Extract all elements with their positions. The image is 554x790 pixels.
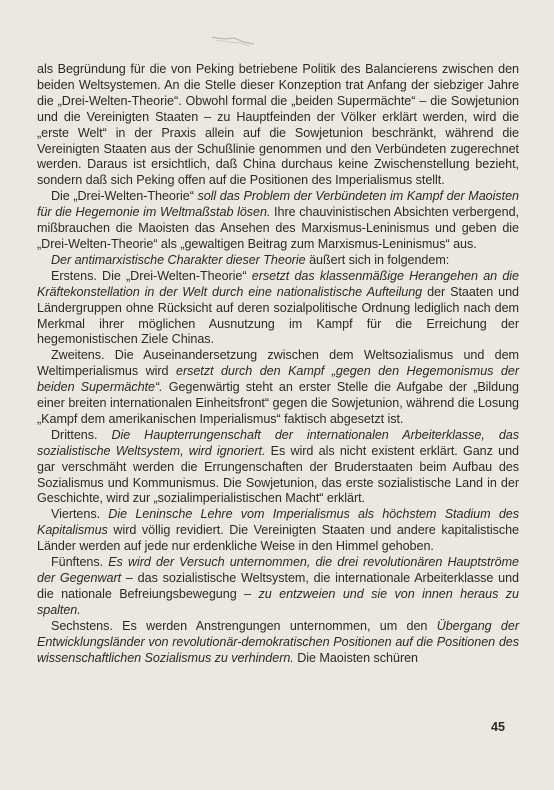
text-segment: Fünftens. (51, 555, 109, 570)
paragraph-p1 (37, 62, 519, 189)
text-segment: Ihre chauvinistischen Absichten verbergend, mißbrauchen die Maoisten das Ansehen des Marxismus-Leninismus und geben die „Drei-Welten-Theorie“ als „gewaltigen Beitrag zum Marxismus-Leninismus“ aus. (37, 205, 519, 251)
body-text (37, 62, 519, 666)
text-segment: äußert sich in folgendem: (305, 252, 450, 267)
text-segment: Zweitens. Die Auseinandersetzung zwischen dem Weltsozialismus und dem Weltimperialismus wird (37, 348, 519, 379)
italic-text-segment: Die Leninsche Lehre vom Imperialismus als höchstem Stadium des Kapitalismus (37, 507, 519, 538)
text-segment: Gegenwärtig steht an erster Stelle die Aufgabe der „Bildung einer breiten internationalen Einheitsfront“ gegen die Sowjetunion, während die Losung „Kampf dem amerikanischen Imperialismus“ faktisch abgesetzt ist. (37, 380, 519, 426)
text-segment: Es wird als nicht existent erklärt. Ganz und gar verschmäht werden die Errungenschaften der Bruderstaaten beim Aufbau des Sozialismus und Kommunismus. Die Sowjetunion, das erste sozialistische Land in der Geschichte, wird zur „sozialimperialistischen Macht“ erklärt. (37, 443, 519, 506)
paragraph-p5 (37, 348, 519, 428)
italic-text-segment: Es wird der Versuch unternommen, die drei revolutionären Hauptströme der Gegenwart (37, 555, 519, 585)
paragraph-p2 (37, 189, 519, 253)
italic-text-segment: ersetzt durch den Kampf „gegen den Hegemonismus der beiden Supermächte“. (37, 364, 519, 395)
page-number: 45 (491, 720, 506, 734)
paragraph-p9 (37, 619, 519, 667)
italic-text-segment: soll das Problem der Verbündeten im Kampf der Maoisten für die Hegemonie im Weltmaßstab lösen. (37, 189, 519, 220)
text-segment: – das sozialistische Weltsystem, die internationale Arbeiterklasse und die nationale Befreiungsbewegung – (37, 571, 519, 601)
text-segment: Die Maoisten schüren (293, 650, 418, 665)
italic-text-segment: Der antimarxistische Charakter dieser Theorie (51, 252, 306, 267)
text-segment: als Begründung für die von Peking betriebene Politik des Balancierens zwischen den beiden Weltsystemen. An die Stelle dieser Konzeption trat Anfang der siebziger Jahre die „Drei-Welten-Theorie“. Obwohl formal die „beiden Supermächte“ – die Sowjetunion und die Vereinigten Staaten – zu Hauptfeinden der Völker erklärt werden, wird die „erste Welt“ in der Praxis allein auf die Sowjetunion beschränkt, während die Vereinigten Staaten aus der Schußlinie genommen und den Verbündeten zugerechnet werden. Daraus ist ersichtlich, daß China durchaus keine Zwischenstellung bezieht, sondern daß sich Peking offen auf die Positionen des Imperialismus stellt. (37, 62, 519, 188)
italic-text-segment: Übergang der Entwicklungsländer von revolutionär-demokratischen Positionen auf die Positionen des wissenschaftlichen Sozialismus zu verhindern. (37, 618, 519, 665)
paragraph-p8 (37, 555, 519, 619)
text-segment: Die „Drei-Welten-Theorie“ (51, 189, 198, 204)
paragraph-p7 (37, 507, 519, 555)
ink-smudge-mark (210, 34, 256, 48)
paragraph-p6 (37, 428, 519, 508)
paragraph-p4 (37, 269, 519, 349)
italic-text-segment: ersetzt das klassenmäßige Herangehen an die Kräftekonstellation in der Welt durch eine nationalistische Aufteilung (37, 268, 520, 299)
paragraph-p3 (37, 253, 519, 269)
text-segment: wird völlig revidiert. Die Vereinigten Staaten und andere kapitalistische Länder werden auf jede nur erdenkliche Weise in den Himmel gehoben. (37, 523, 519, 554)
text-segment: der Staaten und Ländergruppen ohne Rücksicht auf deren sozialpolitische Ordnung lediglich nach dem Merkmal ihrer möglichen Ausnutzung im Kampf für die Erreichung der hegemonistischen Ziele Chinas. (37, 284, 519, 347)
italic-text-segment: Die Haupterrungenschaft der internationalen Arbeiterklasse, das sozialistische Weltsystem, wird ignoriert. (37, 427, 519, 458)
italic-text-segment: zu entzweien und sie von innen heraus zu spalten. (37, 586, 519, 617)
text-segment: Viertens. (51, 507, 109, 522)
text-segment: Erstens. Die „Drei-Welten-Theorie“ (51, 268, 252, 283)
text-segment: Drittens. (51, 427, 112, 442)
text-segment: Sechstens. Es werden Anstrengungen unternommen, um den (51, 618, 437, 633)
